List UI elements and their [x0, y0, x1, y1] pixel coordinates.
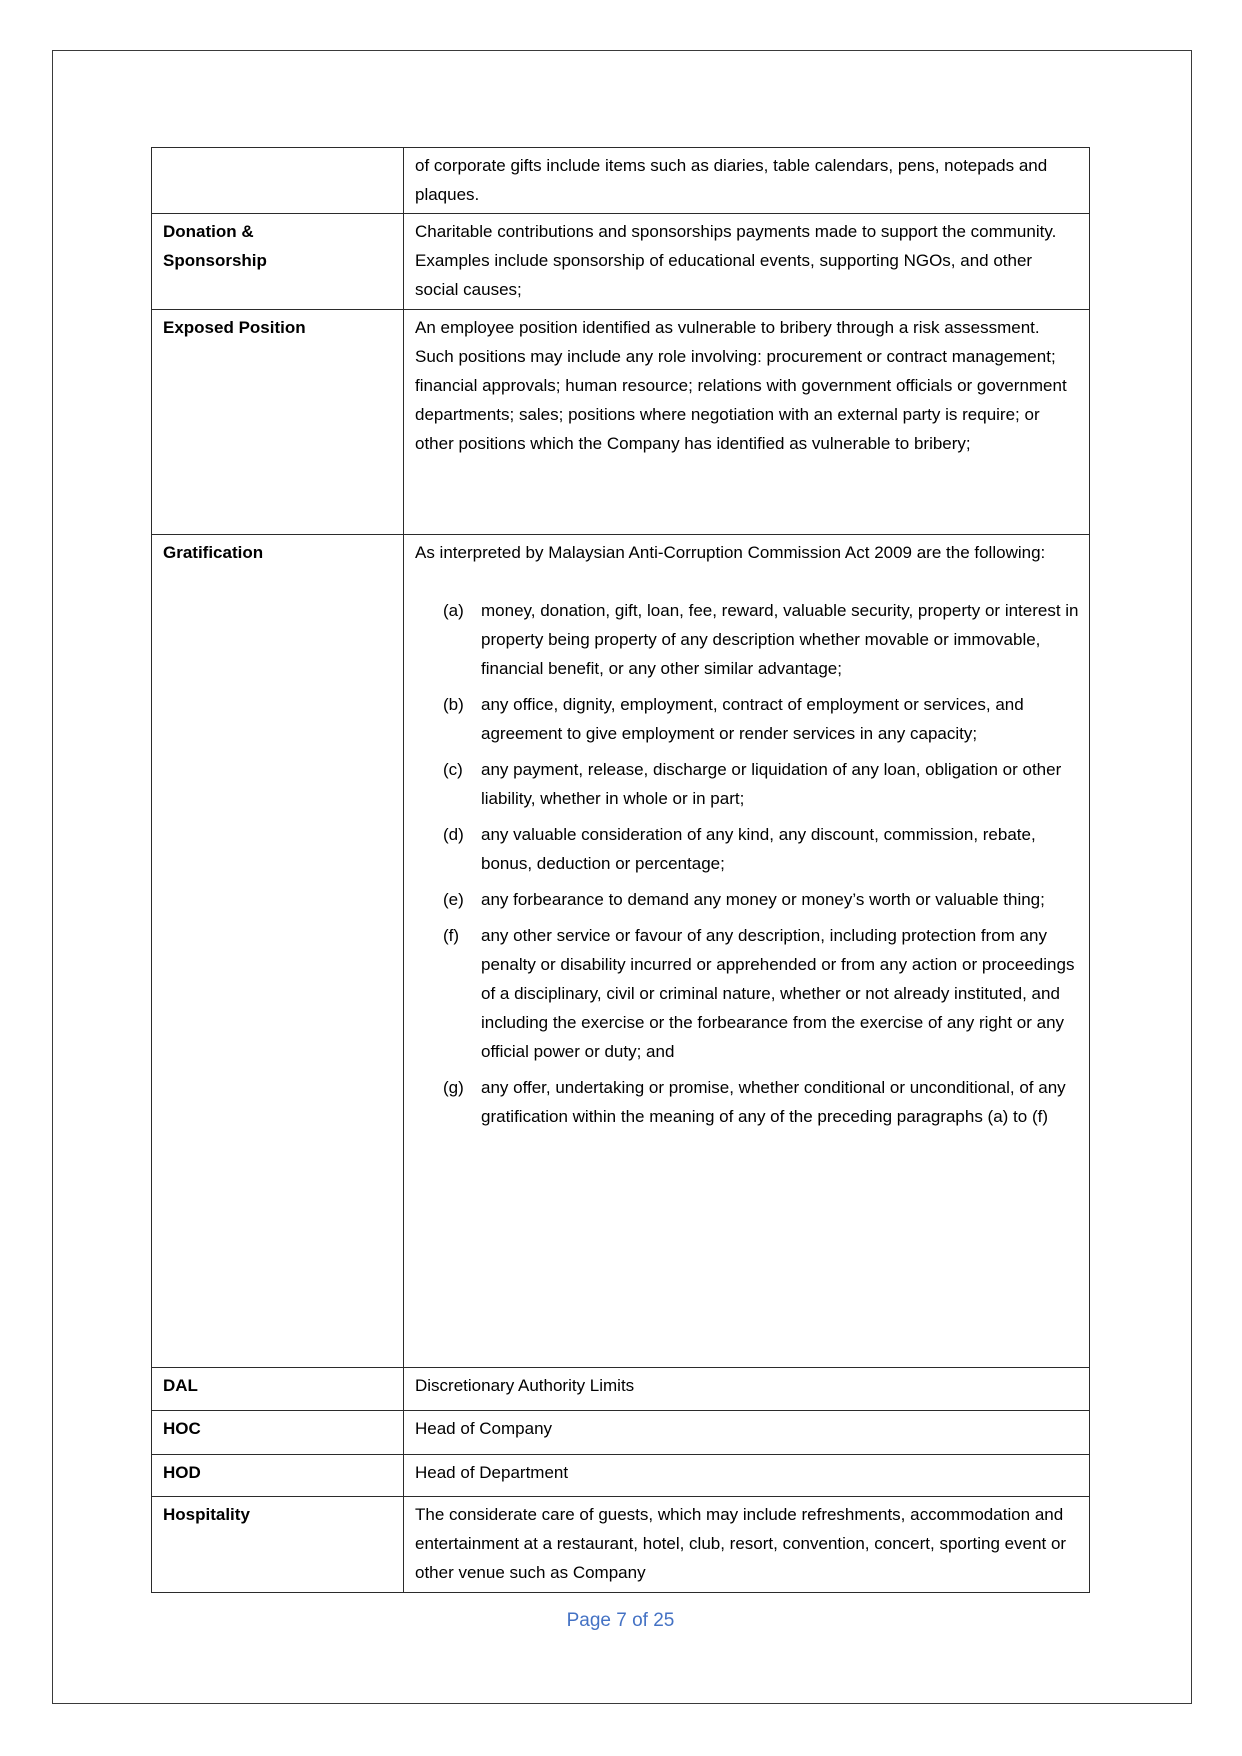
- list-marker: (e): [443, 890, 464, 909]
- definition-cell: Head of Company: [404, 1411, 1090, 1455]
- term-cell: [152, 148, 404, 214]
- list-item: [443, 885, 1079, 914]
- list-marker: (c): [443, 760, 463, 779]
- gratification-list: [415, 596, 1079, 1131]
- list-item-text: money, donation, gift, loan, fee, reward, valuable security, property or interest in property being property of any description whether movable or immovable, financial benefit, or any other similar advantage;: [481, 601, 1079, 678]
- list-item-text: any payment, release, discharge or liquidation of any loan, obligation or other liability, whether in whole or in part;: [481, 760, 1062, 808]
- list-item: [443, 690, 1079, 748]
- table-row: [152, 148, 1090, 214]
- list-item-text: any other service or favour of any description, including protection from any penalty or disability incurred or apprehended or from any action or proceedings of a disciplinary, civil or criminal nature, whether or not already instituted, and including the exercise or the forbearance from the exercise of any right or any official power or duty; and: [481, 926, 1075, 1061]
- definition-cell: Head of Department: [404, 1455, 1090, 1497]
- definition-cell: of corporate gifts include items such as diaries, table calendars, pens, notepads and plaques.: [404, 148, 1090, 214]
- table-row: [152, 1411, 1090, 1455]
- table-row: [152, 1368, 1090, 1411]
- term-cell: Exposed Position: [152, 310, 404, 535]
- list-marker: (d): [443, 825, 464, 844]
- definition-cell: Charitable contributions and sponsorships payments made to support the community. Examples include sponsorship of educational events, supporting NGOs, and other social causes;: [404, 214, 1090, 310]
- list-item-text: any offer, undertaking or promise, whether conditional or unconditional, of any gratification within the meaning of any of the preceding paragraphs (a) to (f): [481, 1078, 1066, 1126]
- definition-intro: As interpreted by Malaysian Anti-Corruption Commission Act 2009 are the following:: [415, 543, 1046, 562]
- list-item: [443, 820, 1079, 878]
- list-item: [443, 1073, 1079, 1131]
- term-cell: HOC: [152, 1411, 404, 1455]
- list-item-text: any forbearance to demand any money or money’s worth or valuable thing;: [481, 890, 1045, 909]
- term-cell: Hospitality: [152, 1497, 404, 1593]
- term-cell: Donation & Sponsorship: [152, 214, 404, 310]
- definitions-table: [151, 147, 1090, 1593]
- page-number: Page 7 of 25: [566, 1610, 675, 1631]
- list-item: [443, 596, 1079, 683]
- list-item-text: any office, dignity, employment, contract of employment or services, and agreement to give employment or render services in any capacity;: [481, 695, 1024, 743]
- table-row: [152, 535, 1090, 1368]
- definition-cell: An employee position identified as vulnerable to bribery through a risk assessment. Such positions may include any role involving: procurement or contract management; financial approvals; human resource; relations with government officials or government departments; sales; positions where negotiation with an external party is require; or other positions which the Company has identified as vulnerable to bribery;: [404, 310, 1090, 535]
- term-cell: Gratification: [152, 535, 404, 1368]
- term-cell: HOD: [152, 1455, 404, 1497]
- list-item-text: any valuable consideration of any kind, any discount, commission, rebate, bonus, deduction or percentage;: [481, 825, 1036, 873]
- table-row: [152, 310, 1090, 535]
- term-cell: DAL: [152, 1368, 404, 1411]
- list-item: [443, 755, 1079, 813]
- table-row: [152, 214, 1090, 310]
- list-marker: (f): [443, 926, 460, 945]
- list-marker: (g): [443, 1078, 464, 1097]
- table-row: [152, 1455, 1090, 1497]
- list-marker: (a): [443, 601, 464, 620]
- definition-cell: The considerate care of guests, which may include refreshments, accommodation and entertainment at a restaurant, hotel, club, resort, convention, concert, sporting event or other venue such as Company: [404, 1497, 1090, 1593]
- definition-cell: Discretionary Authority Limits: [404, 1368, 1090, 1411]
- table-row: [152, 1497, 1090, 1593]
- list-item: [443, 921, 1079, 1066]
- definition-cell: [404, 535, 1090, 1368]
- list-marker: (b): [443, 695, 464, 714]
